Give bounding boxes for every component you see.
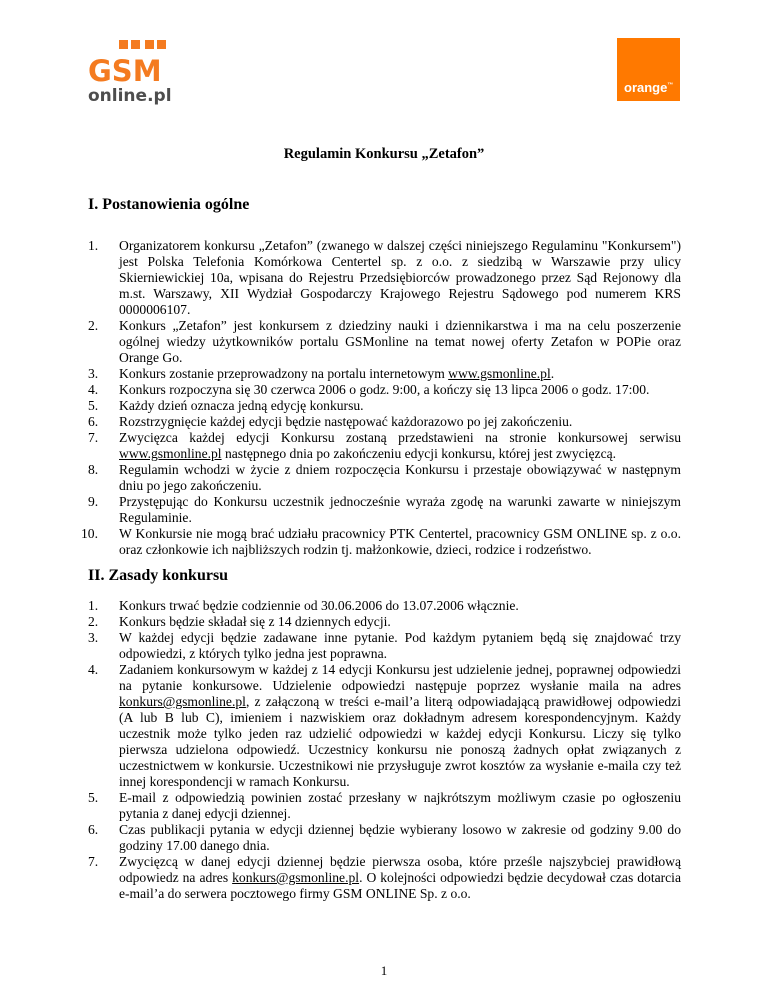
gsmonline-link[interactable]: www.gsmonline.pl	[119, 446, 222, 461]
list-item: 2. Konkurs będzie składał się z 14 dziennych edycji.	[88, 614, 391, 629]
list-item: 6. Rozstrzygnięcie każdej edycji będzie następować każdorazowo po jej zakończeniu.	[88, 414, 573, 429]
list-item: 6. Czas publikacji pytania w edycji dziennej będzie wybierany losowo w zakresie od godziny 9.00 do godziny 17.00 danego dnia.	[88, 822, 681, 853]
logo-online-text: online.pl	[88, 86, 172, 106]
gsmonline-logo	[88, 40, 178, 108]
logo-square	[157, 40, 166, 49]
list-item: 4. Konkurs rozpoczyna się 30 czerwca 2006 o godz. 9:00, a kończy się 13 lipca 2006 o godz. 17:00.	[88, 382, 650, 397]
section2-list	[70, 598, 681, 902]
list-item: 8. Regulamin wchodzi w życie z dniem rozpoczęcia Konkursu i przestaje obowiązywać w następnym dniu po jego zakończeniu.	[88, 462, 681, 493]
list-item: 1. Organizatorem konkursu „Zetafon” (zwanego w dalszej części niniejszego Regulaminu "Konkursem") jest Polska Telefonia Komórkowa Centertel sp. z o.o. z siedzibą w Warszawie przy ulicy Skierniewickiej 10a, wpisana do Rejestru Przedsiębiorców prowadzonego przez Sąd Rejonowy dla m.st. Warszawy, XII Wydział Gospodarczy Krajowego Rejestru Sądowego pod numerem KRS 0000006107.	[88, 238, 681, 317]
orange-logo	[617, 38, 680, 101]
logo-square	[131, 40, 140, 49]
logo-square	[119, 40, 128, 49]
list-item: 7. Zwycięzcą w danej edycji dziennej będzie pierwsza osoba, które prześle najszybciej prawidłową odpowiedz na adres konkurs@gsmonline.pl. O kolejności odpowiedzi będzie decydował czas dotarcia e-mail’a do serwera pocztowego firmy GSM ONLINE Sp. z o.o.	[88, 854, 681, 901]
page-number: 1	[380, 963, 388, 978]
list-item: 7. Zwycięzca każdej edycji Konkursu zostaną przedstawieni na stronie konkursowej serwisu www.gsmonline.pl następnego dnia po zakończeniu edycji konkursu, której jest zwycięzcą.	[88, 430, 681, 461]
section-heading-rules: II. Zasady konkursu	[88, 567, 229, 584]
email-link[interactable]: konkurs@gsmonline.pl	[119, 694, 246, 709]
logo-square	[145, 40, 154, 49]
list-item: 2. Konkurs „Zetafon” jest konkursem z dziedziny nauki i dziennikarstwa i ma na celu poszerzenie ogólnej wiedzy użytkowników portalu GSMonline na temat nowej oferty Zetafon w POPie oraz Orange Go.	[88, 318, 681, 365]
logo-gsm-text: GSM	[88, 54, 162, 88]
list-item: 4. Zadaniem konkursowym w każdej z 14 edycji Konkursu jest udzielenie jednej, poprawnej odpowiedzi na pytanie konkursowe. Udzielenie odpowiedzi następuje poprzez wysłanie maila na adres konkurs@gsmonline.pl, z załączoną w treści e-mail’a literą odpowiadającą prawidłowej odpowiedzi (A lub B lub C), imieniem i nazwiskiem oraz dokładnym adresem korespondencyjnym. Każdy uczestnik może tylko jeden raz udzielić odpowiedzi w każdej edycji Konkursu. Liczy się tylko pierwsza udzielona odpowiedź. Uczestnicy konkursu nie ponoszą żadnych opłat związanych z uczestnictwem w konkursie. Uczestnikowi nie przysługuje zwrot kosztów za wysłanie e-maila czy też innej korespondencji w ramach Konkursu.	[88, 662, 681, 789]
list-item: 5. Każdy dzień oznacza jedną edycję konkursu.	[88, 398, 364, 413]
section1-list	[70, 238, 681, 558]
document-title: Regulamin Konkursu „Zetafon”	[283, 146, 485, 162]
list-item: 10. W Konkursie nie mogą brać udziału pracownicy PTK Centertel, pracownicy GSM ONLINE sp. z o.o. oraz członkowie ich najbliższych rodzin tj. małżonkowie, dzieci, rodzice i rodzeństwo.	[81, 526, 681, 557]
list-item: 5. E-mail z odpowiedzią powinien zostać przesłany w najkrótszym możliwym czasie po ogłoszeniu pytania z danej edycji dziennej.	[88, 790, 681, 821]
email-link[interactable]: konkurs@gsmonline.pl	[232, 870, 360, 885]
list-item: 9. Przystępując do Konkursu uczestnik jednocześnie wyraża zgodę na warunki zawarte w niniejszym Regulaminie.	[88, 494, 681, 525]
gsmonline-link[interactable]: www.gsmonline.pl	[448, 366, 551, 381]
list-item: 3. Konkurs zostanie przeprowadzony na portalu internetowym www.gsmonline.pl.	[88, 366, 555, 381]
section-heading-general: I. Postanowienia ogólne	[88, 196, 250, 213]
list-item: 1. Konkurs trwać będzie codziennie od 30.06.2006 do 13.07.2006 włącznie.	[88, 598, 519, 613]
list-item: 3. W każdej edycji będzie zadawane inne pytanie. Pod każdym pytaniem będą się znajdować trzy odpowiedzi, z których tylko jedna jest poprawna.	[88, 630, 681, 661]
orange-logo-text: orange™	[624, 80, 674, 95]
